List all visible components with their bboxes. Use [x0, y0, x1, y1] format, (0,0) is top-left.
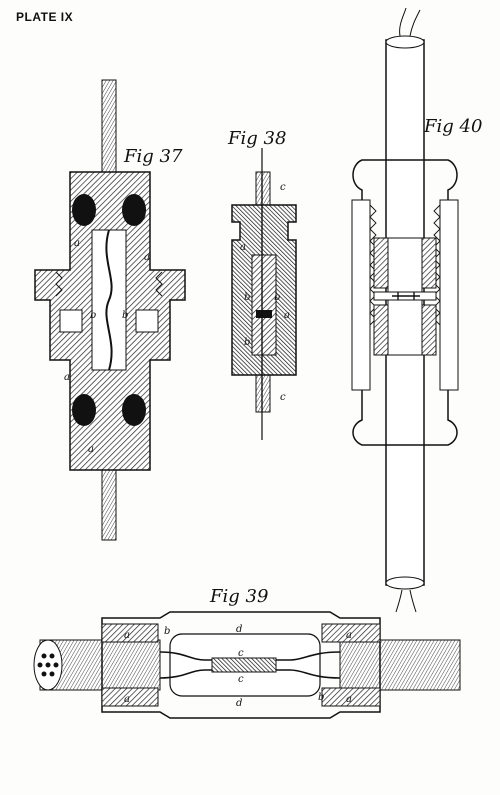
- fig-37-letter-c2: c: [80, 406, 86, 417]
- fig-38-letter-b2: b: [274, 292, 281, 303]
- fig-40-nut-left: [352, 200, 370, 390]
- fig-38-drawing: [232, 148, 296, 440]
- fig-39-letter-c1: c: [238, 648, 244, 659]
- fig-40-nut-right: [440, 200, 458, 390]
- fig-40-cable-top: [386, 36, 424, 48]
- fig-39-nut-bl: [102, 688, 158, 706]
- fig-37-flange-left: [60, 310, 82, 332]
- fig-39-label: Fig 39: [210, 586, 269, 607]
- fig-39-letter-a1: a: [124, 630, 130, 641]
- fig-38-letter-b1: b: [244, 292, 251, 303]
- fig-38-letter-c2: c: [280, 392, 286, 403]
- fig-39-drawing: [34, 612, 460, 718]
- fig-39-joint: [212, 658, 276, 672]
- fig-38-core: [252, 255, 276, 355]
- fig-37-letter-a1: a: [74, 238, 80, 249]
- fig-40-drawing: [352, 8, 458, 612]
- fig-39-nut-tl: [102, 624, 158, 642]
- fig-38-letter-a1: a: [240, 242, 246, 253]
- fig-39-cable-right: [340, 640, 460, 690]
- fig-37-letter-a3: a: [64, 372, 70, 383]
- fig-38-letter-a2: a: [284, 310, 290, 321]
- fig-37-ring-right-bottom: [122, 394, 146, 426]
- plate-title: PLATE IX: [16, 10, 74, 24]
- fig-39-letter-a3: a: [346, 630, 352, 641]
- fig-39-letter-c2: c: [238, 674, 244, 685]
- fig-40-cable-bottom: [386, 577, 424, 589]
- fig-37-drawing: [35, 80, 185, 540]
- fig-38-letter-c1: c: [280, 182, 286, 193]
- fig-38-joint: [256, 310, 272, 318]
- fig-38-label: Fig 38: [228, 128, 287, 149]
- fig-37-ring-left-top: [72, 194, 96, 226]
- fig-37-letter-b1: b: [90, 310, 97, 321]
- fig-38-letter-b3: b: [244, 337, 251, 348]
- fig-37-letter-b2: b: [122, 310, 129, 321]
- fig-37-letter-c1: c: [140, 212, 146, 223]
- fig-39-letter-d1: d: [236, 624, 243, 635]
- fig-39-letter-d2: d: [236, 698, 243, 709]
- fig-37-label: Fig 37: [124, 146, 183, 167]
- fig-37-letter-a4: a: [88, 444, 94, 455]
- fig-40-label: Fig 40: [424, 116, 483, 137]
- fig-39-letter-b1: b: [164, 626, 171, 637]
- fig-39-letter-a2: a: [124, 694, 130, 705]
- fig-39-letter-a4: a: [346, 694, 352, 705]
- fig-37-flange-right: [136, 310, 158, 332]
- fig-39-letter-b2: b: [318, 692, 325, 703]
- fig-37-letter-a2: a: [144, 252, 150, 263]
